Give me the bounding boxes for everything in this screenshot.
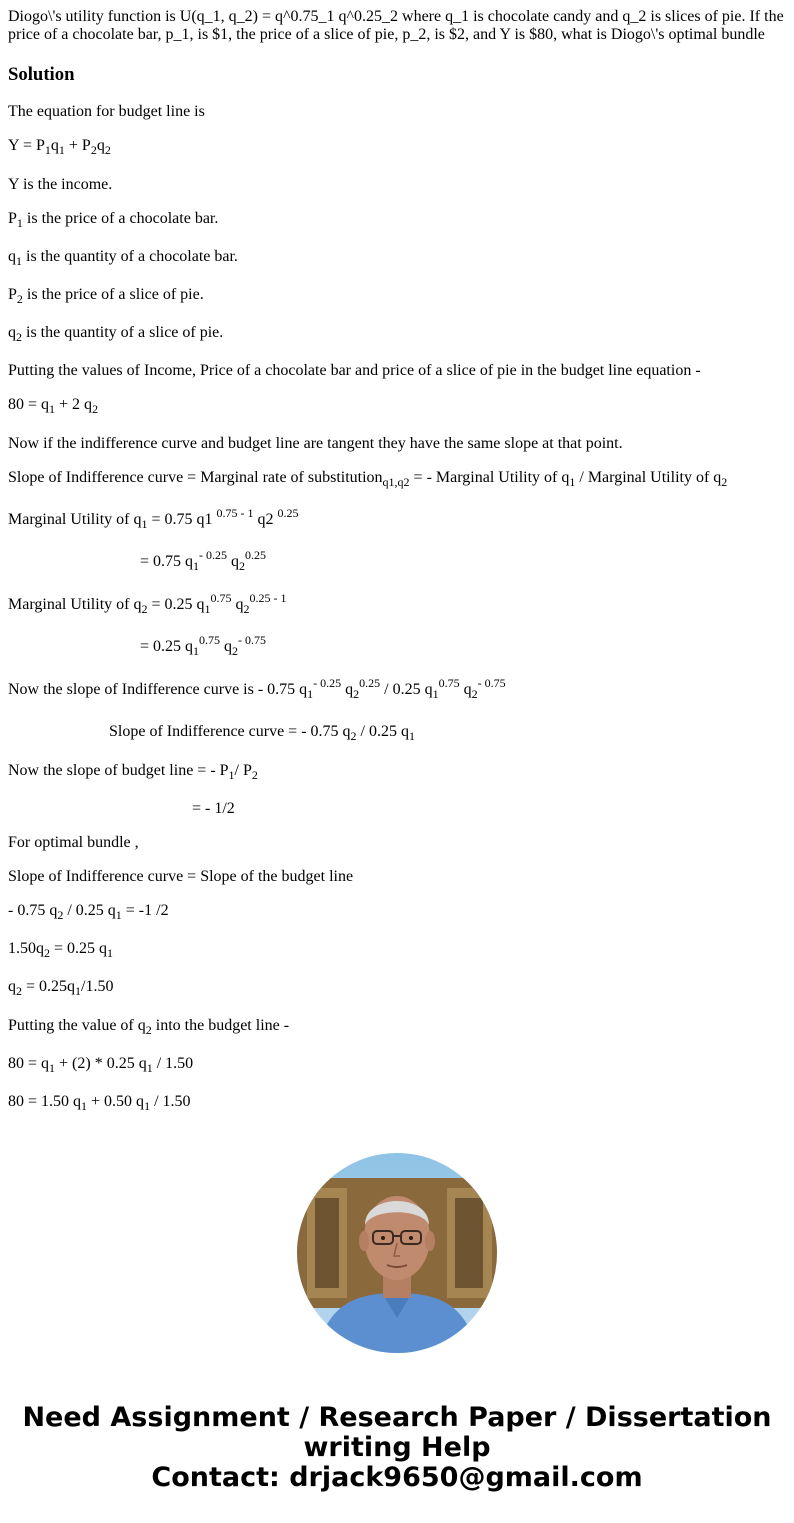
- equation-step-5: 80 = 1.50 $q_1 + 0.50$ $q_1 / 1.50$: [8, 1093, 191, 1114]
- mu-q1: Marginal Utility of $q_1 = 0.75$ q1 $^{0.75 - 1}$ q2 $^{0.25}$: [8, 506, 299, 532]
- putting-q2-text: Putting the value of $q_2$ into the budget line -: [8, 1017, 290, 1038]
- optimal-condition: Slope of Indifference curve = Slope of the budget line: [8, 868, 354, 885]
- mu-q1-simplified: = 0.75 $q_1^{- 0.25}$ $q_2^{0.25}$: [140, 548, 267, 574]
- equation-step-3: $q_2 = 0.25q_1/1.50$: [8, 978, 114, 999]
- equation-step-4: $80 = q_1 + (2) * 0.25$ $q_1 / 1.50$: [8, 1055, 194, 1076]
- q2-def-text: is the quantity of a slice of pie.: [22, 324, 224, 341]
- optimal-bundle-text: For optimal bundle ,: [8, 834, 139, 851]
- equation-step-2: $1.50q_2 = 0.25$ $q_1$: [8, 940, 114, 961]
- p1-def: $P_1$ is the price of a chocolate bar.: [8, 210, 219, 231]
- budget-intro: The equation for budget line is: [8, 103, 205, 120]
- q2-def: $q_2$ is the quantity of a slice of pie.: [8, 324, 224, 345]
- putting-values-text: Putting the values of Income, Price of a chocolate bar and price of a slice of pie in the budget line equation -: [8, 362, 701, 379]
- q1-def: $q_1$ is the quantity of a chocolate bar.: [8, 248, 238, 269]
- p2-def: $P_2$ is the price of a slice of pie.: [8, 286, 204, 307]
- tangent-text: Now if the indifference curve and budget line are tangent they have the same slope at that point.: [8, 435, 623, 452]
- slope-budget: Now the slope of budget line = - $P_1/$ $P_2$: [8, 762, 258, 783]
- footer-line-2: writing Help: [303, 1432, 491, 1463]
- equation-step-1: - 0.75 $q_2 / 0.25$ $q_1 = -1$ /2: [8, 902, 169, 923]
- question-text: Diogo\'s utility function is U(q_1, q_2) = q^0.75_1 q^0.25_2 where q_1 is chocolate candy and q_2 is slices of pie. If the price of a chocolate bar, p_1, is $1, the price of a slice of pie, p_2, is $2, and Y is $80, what is Diogo\'s optimal bundle: [8, 8, 784, 43]
- p1-def-text: is the price of a chocolate bar.: [22, 210, 219, 227]
- mu-q2: Marginal Utility of $q_2 = 0.25$ $q_1^{0.75}$ $q_2^{0.25 - 1}$: [8, 591, 287, 617]
- slope-budget-value: = - 1/2: [192, 800, 235, 817]
- avatar-illustration: [297, 1153, 497, 1353]
- putting-q2-tail: into the budget line -: [151, 1017, 290, 1034]
- solution-heading: Solution: [8, 64, 75, 85]
- slope-ic-simplified: Slope of Indifference curve = - 0.75 $q_2 / 0.25$ $q_1$: [109, 723, 415, 744]
- mrs-definition: Slope of Indifference curve = Marginal rate of substitution$_{q1,q2}$ = - Marginal Utility of $q_1$ / Marginal Utility of $q_2$: [8, 469, 728, 490]
- putting-q2-lead: Putting the value of q: [8, 1017, 146, 1034]
- q1-def-text: is the quantity of a chocolate bar.: [22, 248, 238, 265]
- slope-ic-expr: Now the slope of Indifference curve is - 0.75 $q_1^{- 0.25}$ $q_2^{0.25} / 0.25$ $q_1^{0.75}$ $q_2^{- 0.75}$: [8, 676, 506, 702]
- footer-promo: [0, 1403, 794, 1493]
- budget-equation: $Y = P_1q_1 + P_2q_2$: [8, 137, 111, 158]
- p2-def-text: is the price of a slice of pie.: [22, 286, 204, 303]
- income-def: Y is the income.: [8, 176, 113, 193]
- budget-substituted: $80 = q_1 + 2$ $q_2$: [8, 396, 99, 417]
- mu-q2-simplified: = 0.25 $q_1^{0.75}$ $q_2^{- 0.75}$: [140, 633, 267, 659]
- footer-line-1: Need Assignment / Research Paper / Dissertation: [22, 1402, 772, 1433]
- author-avatar: [297, 1153, 497, 1353]
- footer-contact: Contact: drjack9650@gmail.com: [151, 1462, 643, 1493]
